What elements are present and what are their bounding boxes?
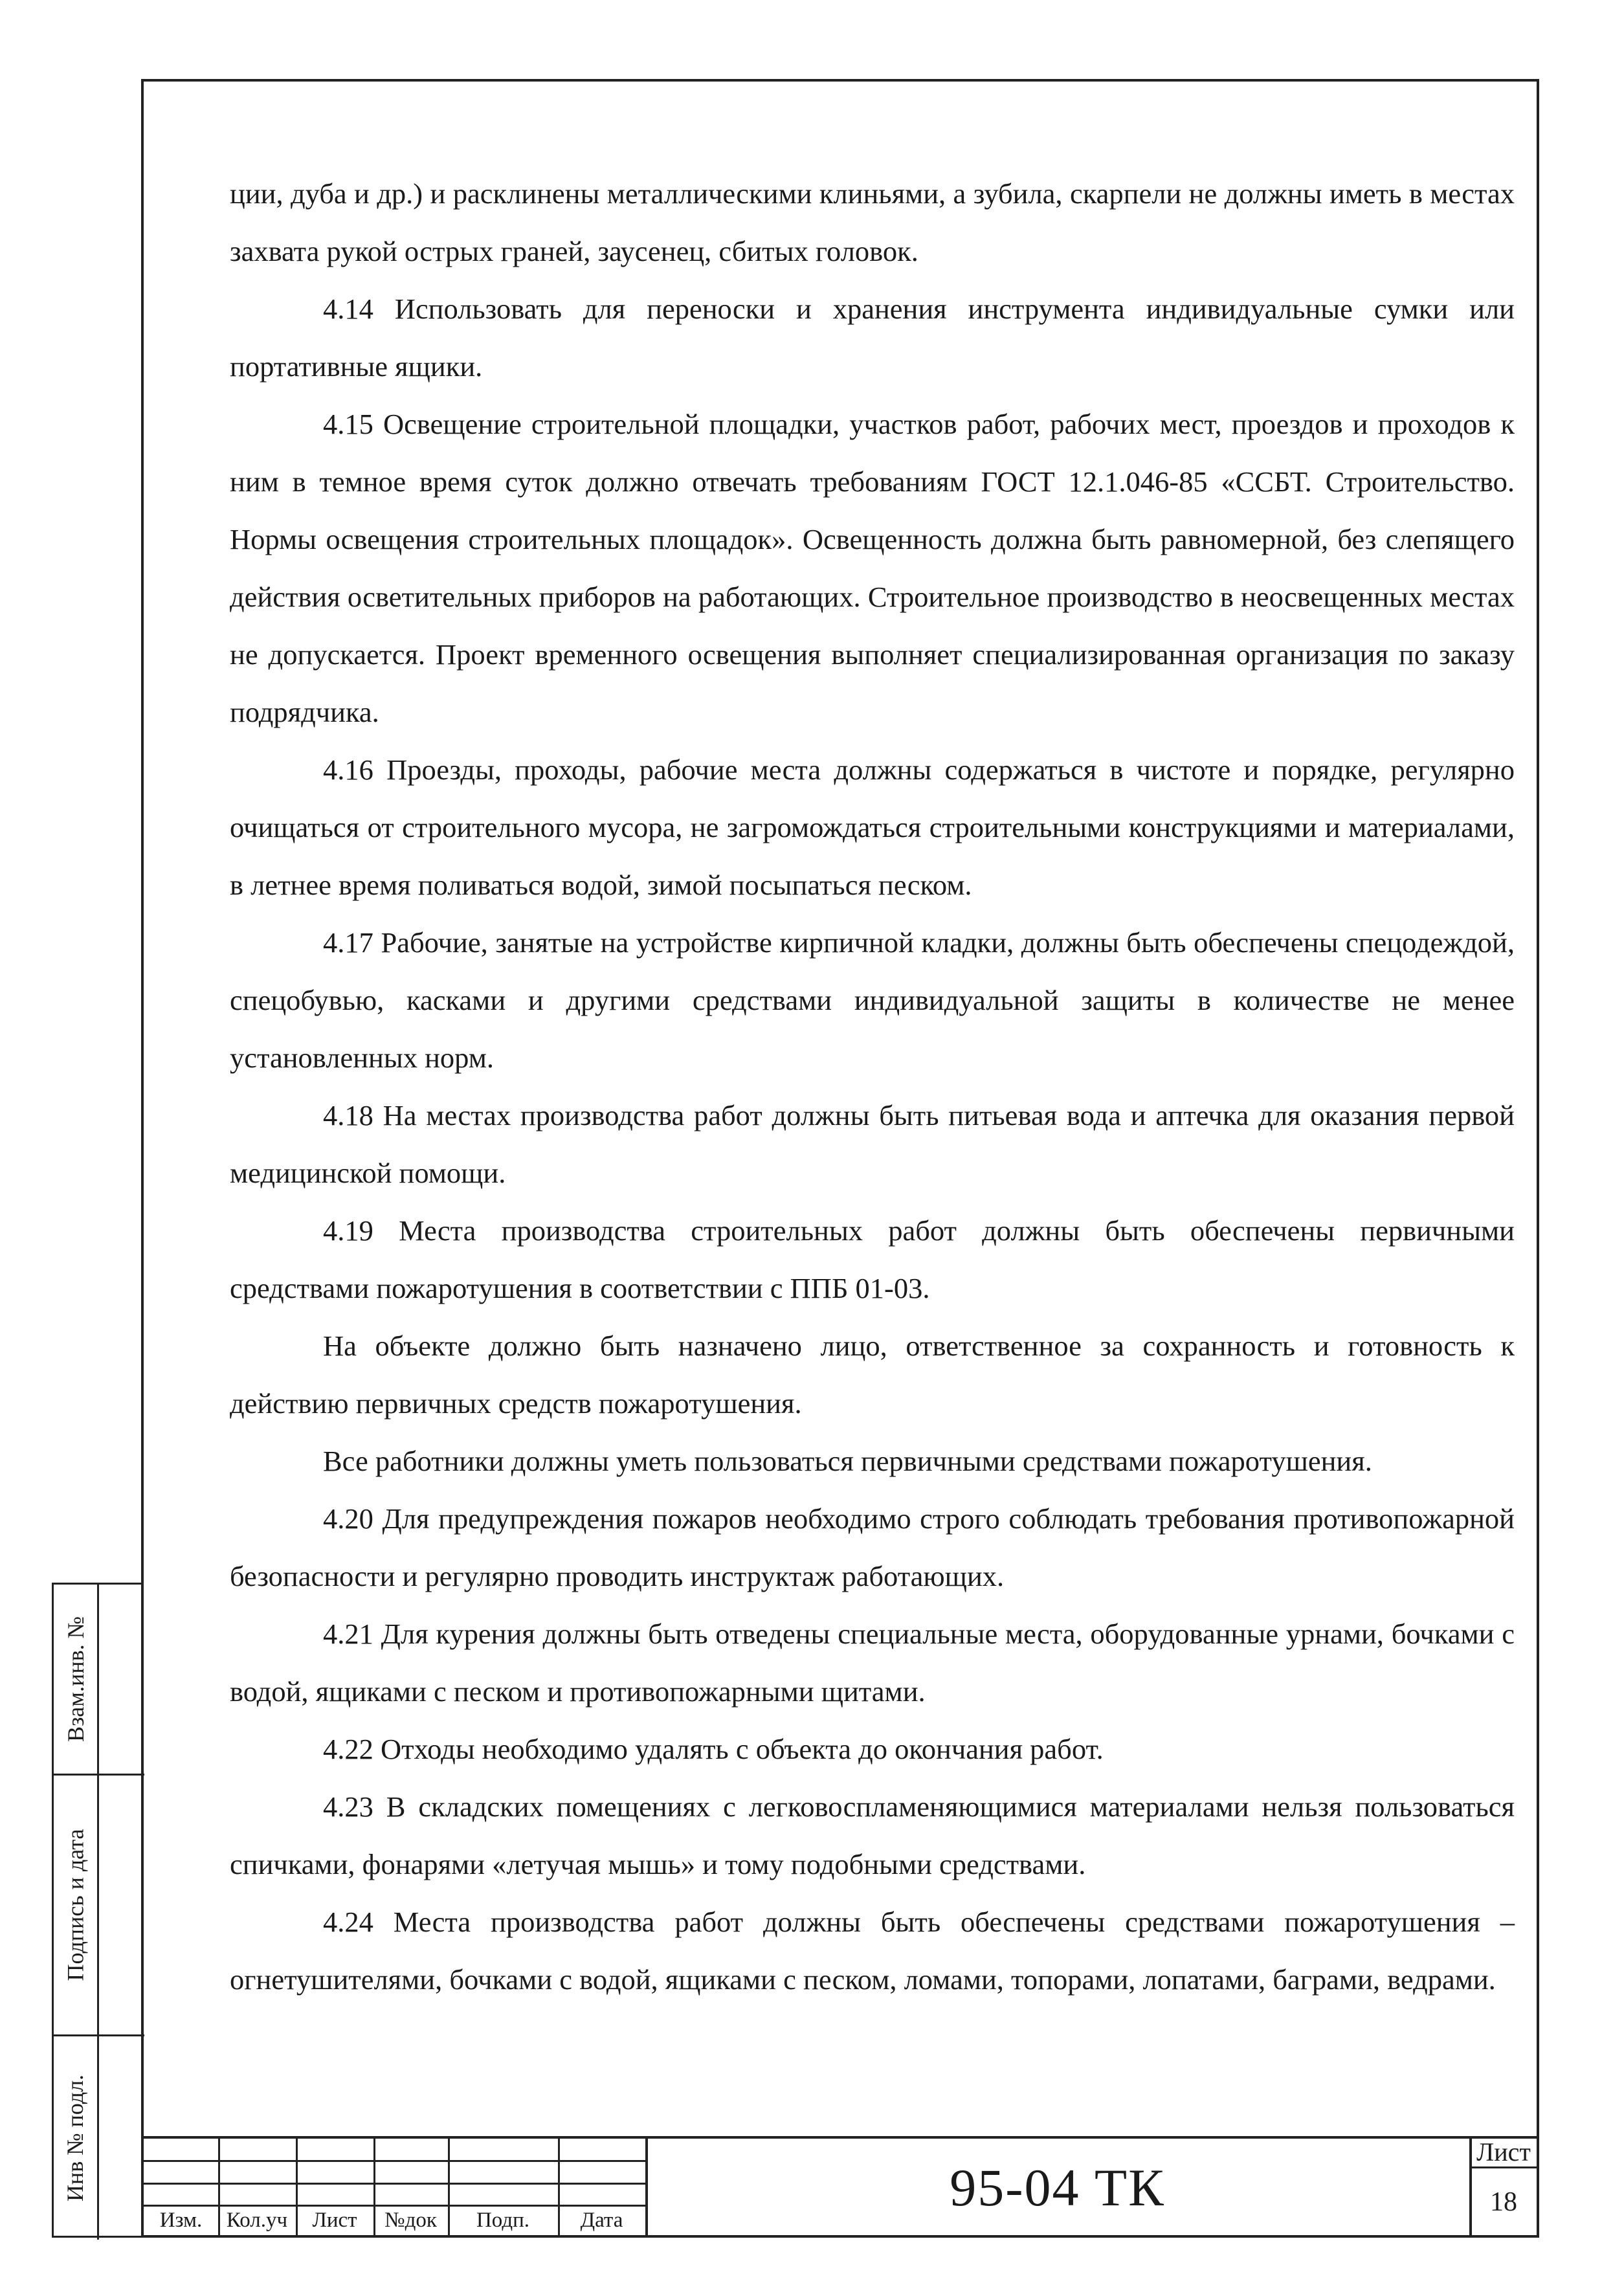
header-sheet: Лист <box>312 2209 357 2232</box>
paragraph: 4.15 Освещение строительной площадки, участков работ, рабочих мест, проездов и проходов к ним в темное время суток должно отвечать требованиям ГОСТ 12.1.046-85 «ССБТ. Строительство. Нормы освещения строительных площадок». Освещенность должна быть равномерной, без слепящего действия осветительных приборов на работающих. Строительное производство в неосвещенных местах не допускается. Проект временного освещения выполняет специализированная организация по заказу подрядчика. <box>230 408 1515 728</box>
paragraph: 4.14 Использовать для переноски и хранения инструмента индивидуальные сумки или портативные ящики. <box>230 293 1515 383</box>
header-signature: Подп. <box>476 2209 530 2232</box>
side-stamp-cell-replacement <box>54 1585 144 1776</box>
paragraph: 4.17 Рабочие, занятые на устройстве кирпичной кладки, должны быть обеспечены спецодеждой, спецобувью, касками и другими средствами индивидуальной защиты в количестве не менее установленных норм. <box>230 926 1515 1074</box>
side-stamp-cell-original <box>54 2036 144 2240</box>
title-block <box>144 2136 1537 2235</box>
paragraph: 4.18 На местах производства работ должны быть питьевая вода и аптечка для оказания первой медицинской помощи. <box>230 1099 1515 1189</box>
paragraph: На объекте должно быть назначено лицо, ответственное за сохранность и готовность к действию первичных средств пожаротушения. <box>230 1330 1515 1420</box>
header-doc-number: №док <box>384 2209 437 2232</box>
paragraph: 4.20 Для предупреждения пожаров необходимо строго соблюдать требования противопожарной безопасности и регулярно проводить инструктаж работающих. <box>230 1502 1515 1592</box>
side-stamp-cell-signature <box>54 1776 144 2036</box>
sheet-number: 18 <box>1490 2187 1517 2217</box>
document-body <box>230 165 1515 2009</box>
header-date: Дата <box>580 2209 623 2232</box>
side-stamp <box>52 1583 142 2238</box>
revision-table <box>144 2136 645 2235</box>
signature-date-label: Подпись и дата <box>62 1829 89 1981</box>
paragraph: 4.23 В складских помещениях с легковоспламеняющимися материалами нельзя пользоваться спичками, фонарями «летучая мышь» и тому подобными средствами. <box>230 1790 1515 1880</box>
paragraph: Все работники должны уметь пользоваться первичными средствами пожаротушения. <box>323 1445 1372 1477</box>
paragraph: 4.24 Места производства работ должны быть обеспечены средствами пожаротушения – огнетушителями, бочками с водой, ящиками с песком, ломами, топорами, лопатами, баграми, ведрами. <box>230 1906 1515 1996</box>
document-code: 95-04 ТК <box>950 2158 1165 2217</box>
paragraph: ции, дуба и др.) и расклинены металлическими клиньями, а зубила, скарпели не должны иметь в местах захвата рукой острых граней, заусенец, сбитых головок. <box>230 177 1515 267</box>
title-block-top-rule <box>144 2136 1537 2139</box>
sheet-label: Лист <box>1471 2136 1537 2168</box>
replacement-inventory-label: Взам.инв. № <box>62 1616 89 1742</box>
original-inventory-label: Инв № подл. <box>62 2074 89 2202</box>
side-stamp-label-cell <box>54 1585 99 1774</box>
side-stamp-label-cell <box>54 1776 99 2034</box>
paragraph: 4.16 Проезды, проходы, рабочие места должны содержаться в чистоте и порядке, регулярно очищаться от строительного мусора, не загромождаться строительными конструкциями и материалами, в летнее время поливаться водой, зимой посыпаться песком. <box>230 753 1515 901</box>
paragraph: 4.22 Отходы необходимо удалять с объекта до окончания работ. <box>323 1733 1104 1765</box>
header-change: Изм. <box>159 2209 203 2232</box>
paragraph: 4.21 Для курения должны быть отведены специальные места, оборудованные урнами, бочками с водой, ящиками с песком и противопожарными щитами. <box>230 1618 1515 1708</box>
paragraph: 4.19 Места производства строительных работ должны быть обеспечены первичными средствами пожаротушения в соответствии с ППБ 01-03. <box>230 1214 1515 1304</box>
side-stamp-label-cell <box>54 2036 99 2240</box>
header-count: Кол.уч <box>226 2209 288 2232</box>
